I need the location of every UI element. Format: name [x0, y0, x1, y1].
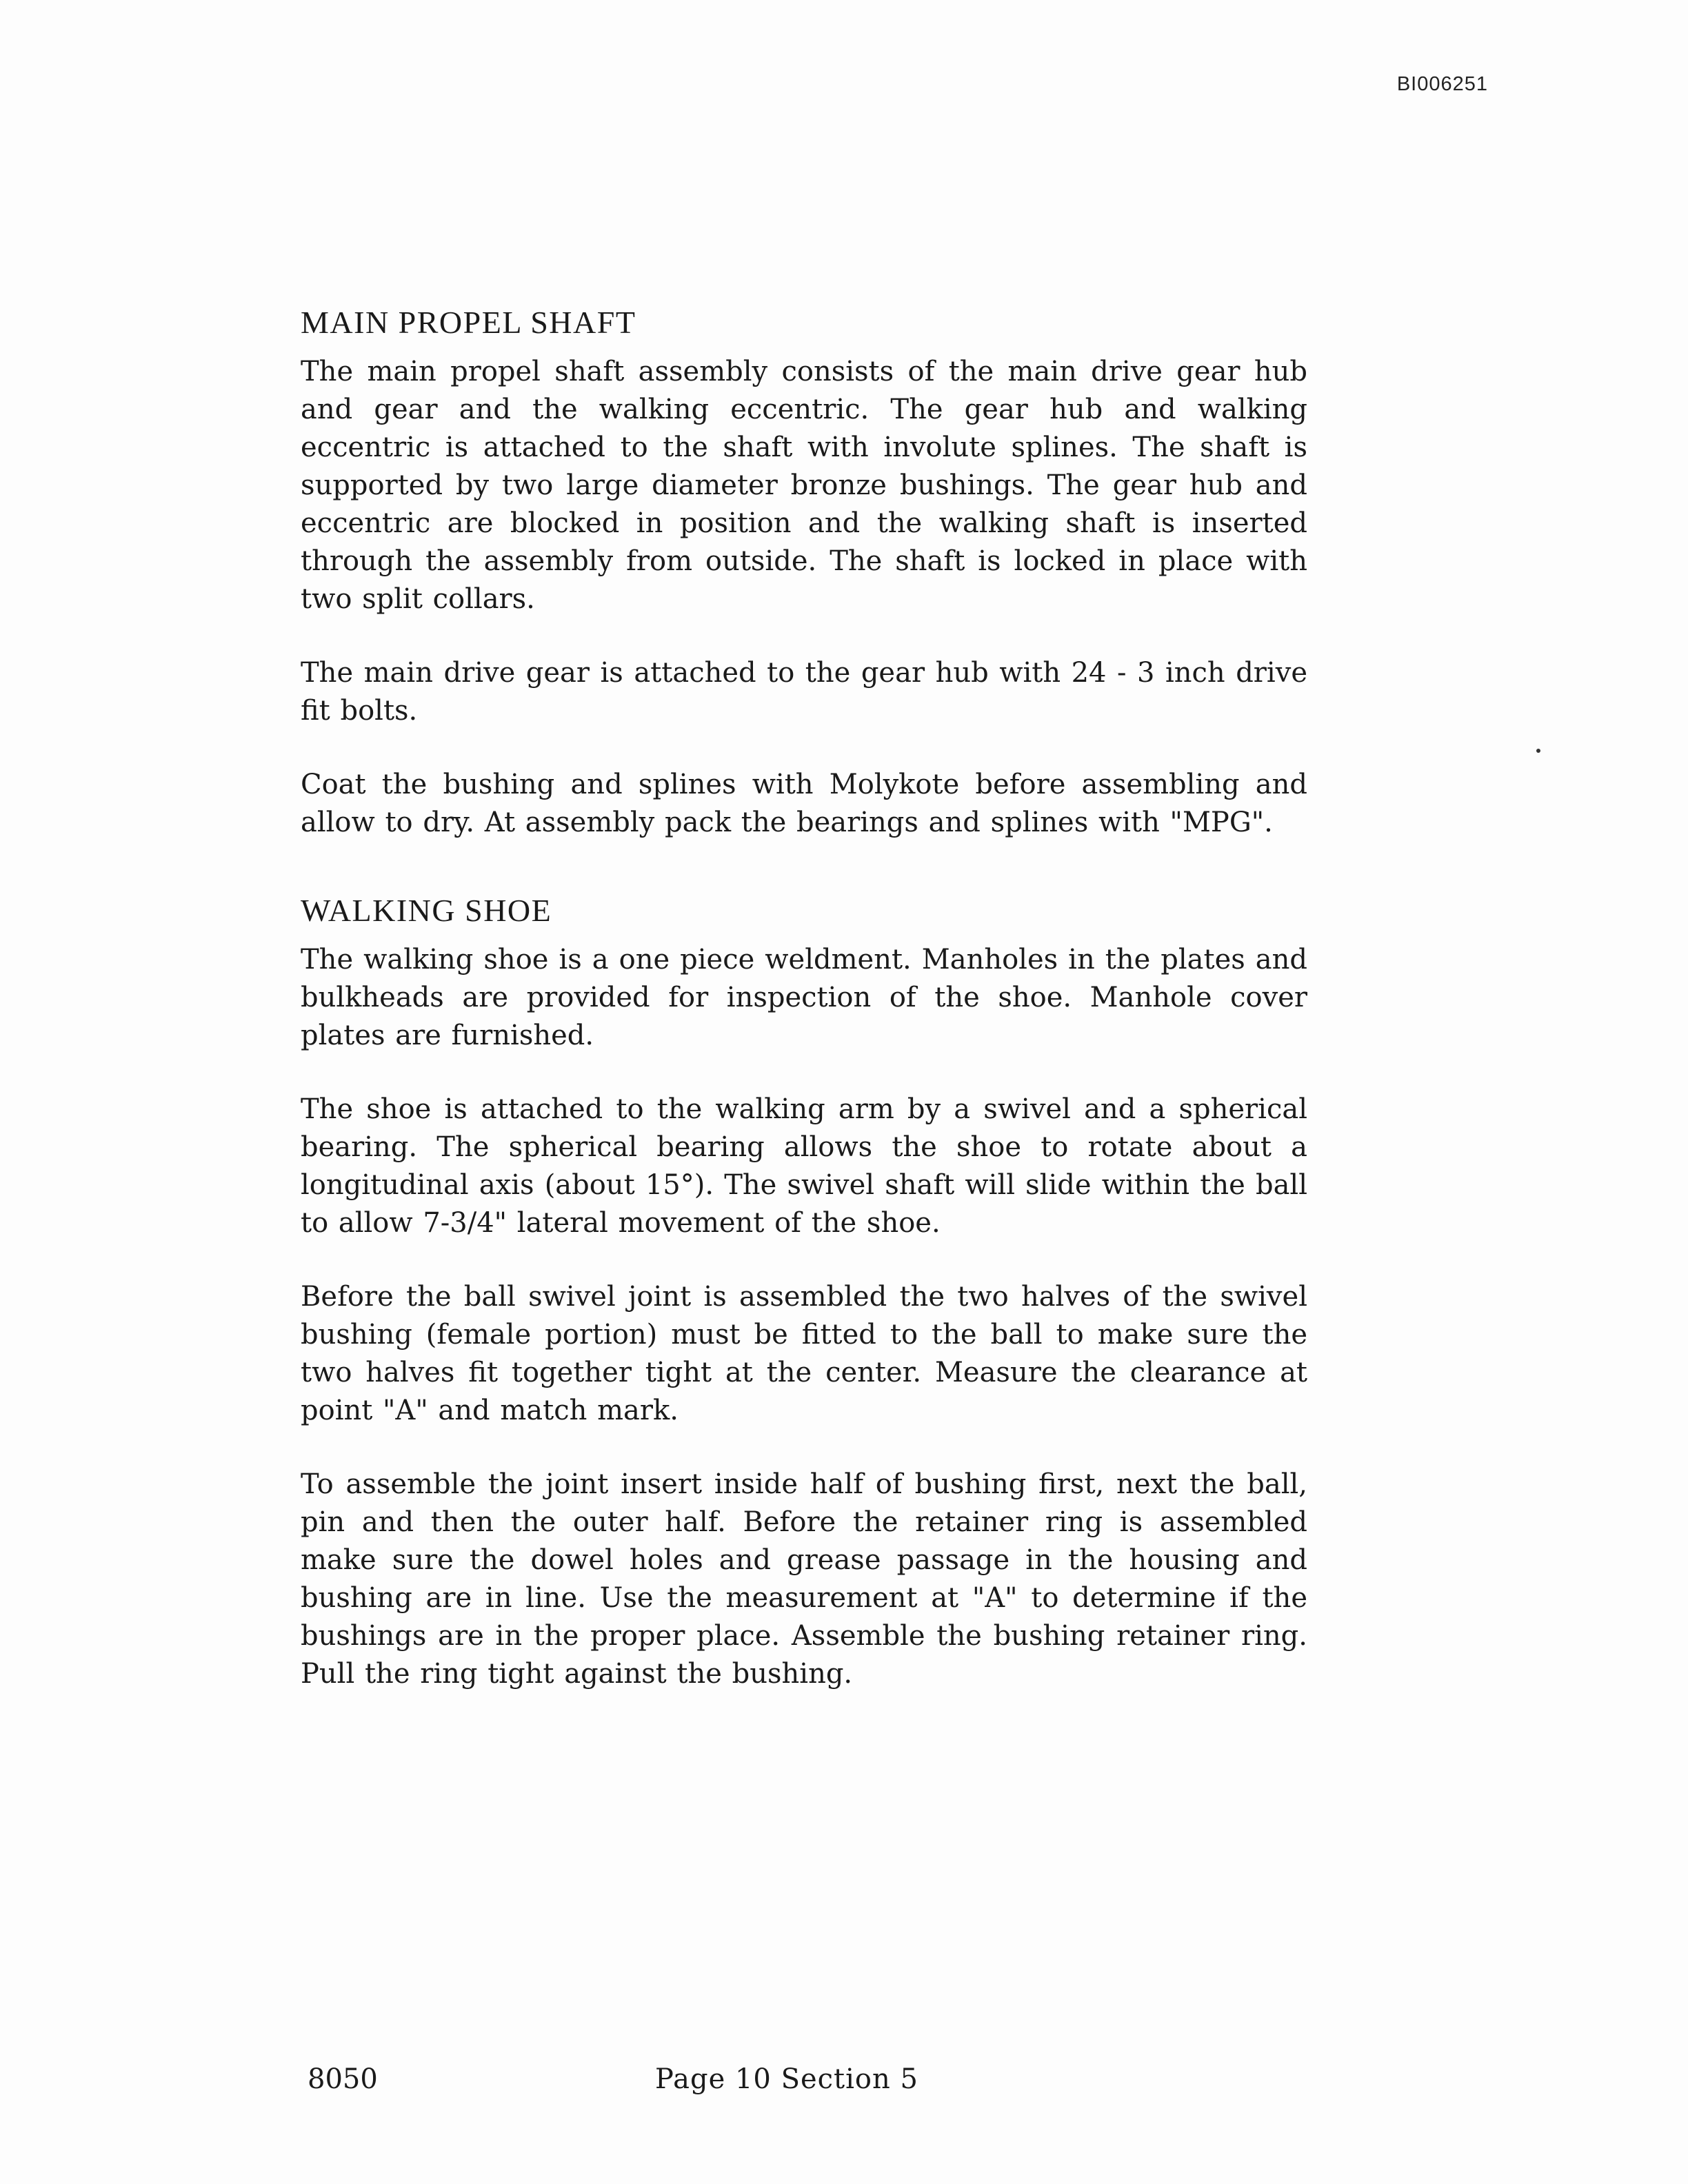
paragraph: The main drive gear is attached to the gear hub with 24 - 3 inch drive fit bolts.: [301, 657, 1307, 727]
paragraph: The shoe is attached to the walking arm by a swivel and a spherical bearing. The spherical bearing allows the shoe to rotate about a longitudinal axis (about 15°). The swivel shaft will slide within the ball to allow 7-3/4" lateral movement of the shoe.: [301, 1093, 1307, 1239]
document-body: [301, 302, 1307, 1733]
paragraph: Before the ball swivel joint is assembled the two halves of the swivel bushing (female portion) must be fitted to the ball to make sure the two halves fit together tight at the center. Measure the clearance at point "A" and match mark.: [301, 1281, 1307, 1426]
section-heading: WALKING SHOE: [301, 893, 552, 928]
footer-page-section: Page 10 Section 5: [655, 2063, 918, 2095]
footer-model-number: 8050: [308, 2063, 378, 2095]
paragraph: To assemble the joint insert inside half of bushing first, next the ball, pin and then the outer half. Before the retainer ring is assembled make sure the dowel holes and grease passage in the housing and bushing are in line. Use the measurement at "A" to determine if the bushings are in the proper place. Assemble the bushing retainer ring. Pull the ring tight against the bushing.: [301, 1468, 1307, 1690]
paragraph: Coat the bushing and splines with Molykote before assembling and allow to dry. At assembly pack the bearings and splines with "MPG".: [301, 769, 1307, 838]
document-id: BI006251: [1396, 73, 1488, 95]
paragraph: The walking shoe is a one piece weldment. Manholes in the plates and bulkheads are provided for inspection of the shoe. Manhole cover plates are furnished.: [301, 944, 1307, 1051]
stray-dot-mark: [1536, 749, 1540, 753]
section-heading: MAIN PROPEL SHAFT: [301, 305, 636, 340]
section-walking-shoe: [301, 890, 1307, 1693]
section-main-propel-shaft: [301, 302, 1307, 842]
paragraph: The main propel shaft assembly consists of the main drive gear hub and gear and the walking eccentric. The gear hub and walking eccentric is attached to the shaft with involute splines. The shaft is supported by two large diameter bronze bushings. The gear hub and eccentric are blocked in position and the walking shaft is inserted through the assembly from outside. The shaft is locked in place with two split collars.: [301, 356, 1307, 615]
page-footer: [308, 2063, 1314, 2105]
